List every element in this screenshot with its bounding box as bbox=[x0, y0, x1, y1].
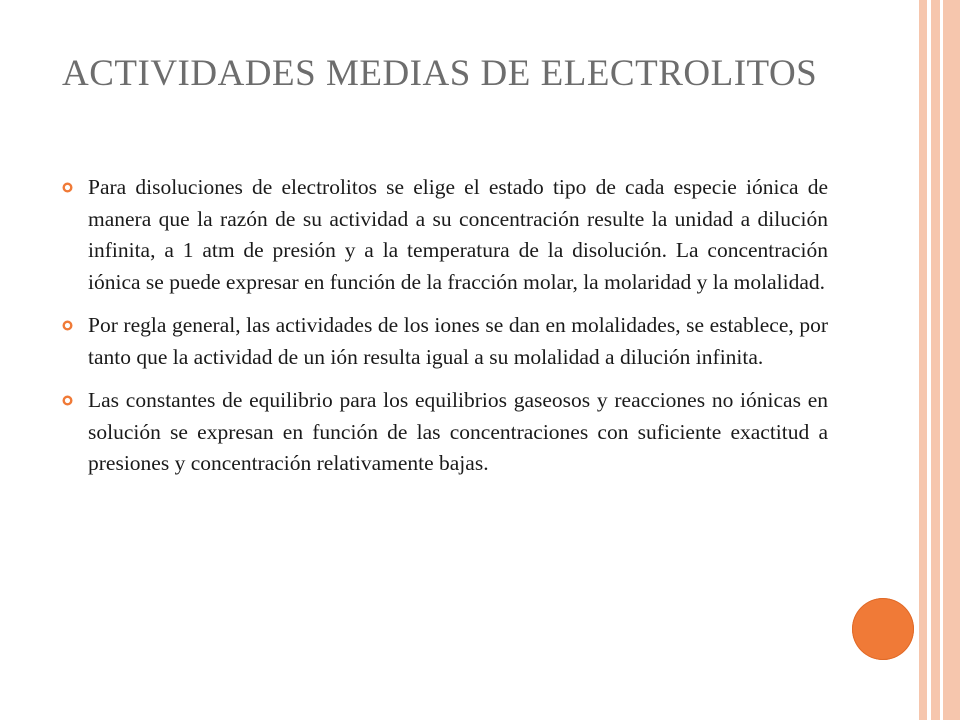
bullet-item bbox=[60, 172, 828, 298]
decorative-stripe bbox=[919, 0, 927, 720]
decorative-orange-circle bbox=[852, 598, 914, 660]
bullet-text: Por regla general, las actividades de los iones se dan en molalidades, se establece, por tanto que la actividad de un ión resulta igual a su molalidad a dilución infinita. bbox=[88, 313, 828, 369]
orange-ring-icon bbox=[62, 182, 73, 193]
orange-ring-icon bbox=[62, 395, 73, 406]
bullet-list bbox=[60, 172, 828, 492]
decorative-stripe bbox=[943, 0, 960, 720]
decorative-stripe bbox=[931, 0, 940, 720]
orange-ring-icon bbox=[62, 320, 73, 331]
slide-title: ACTIVIDADES MEDIAS DE ELECTROLITOS bbox=[62, 53, 818, 94]
bullet-text: Para disoluciones de electrolitos se elige el estado tipo de cada especie iónica de manera que la razón de su actividad a su concentración resulte la unidad a dilución infinita, a 1 atm de presión y a la temperatura de la disolución. La concentración iónica se puede expresar en función de la fracción molar, la molaridad y la molalidad. bbox=[88, 175, 828, 294]
bullet-item bbox=[60, 310, 828, 373]
bullet-item bbox=[60, 385, 828, 480]
bullet-text: Las constantes de equilibrio para los equilibrios gaseosos y reacciones no iónicas en solución se expresan en función de las concentraciones con suficiente exactitud a presiones y concentración relativamente bajas. bbox=[88, 388, 828, 475]
